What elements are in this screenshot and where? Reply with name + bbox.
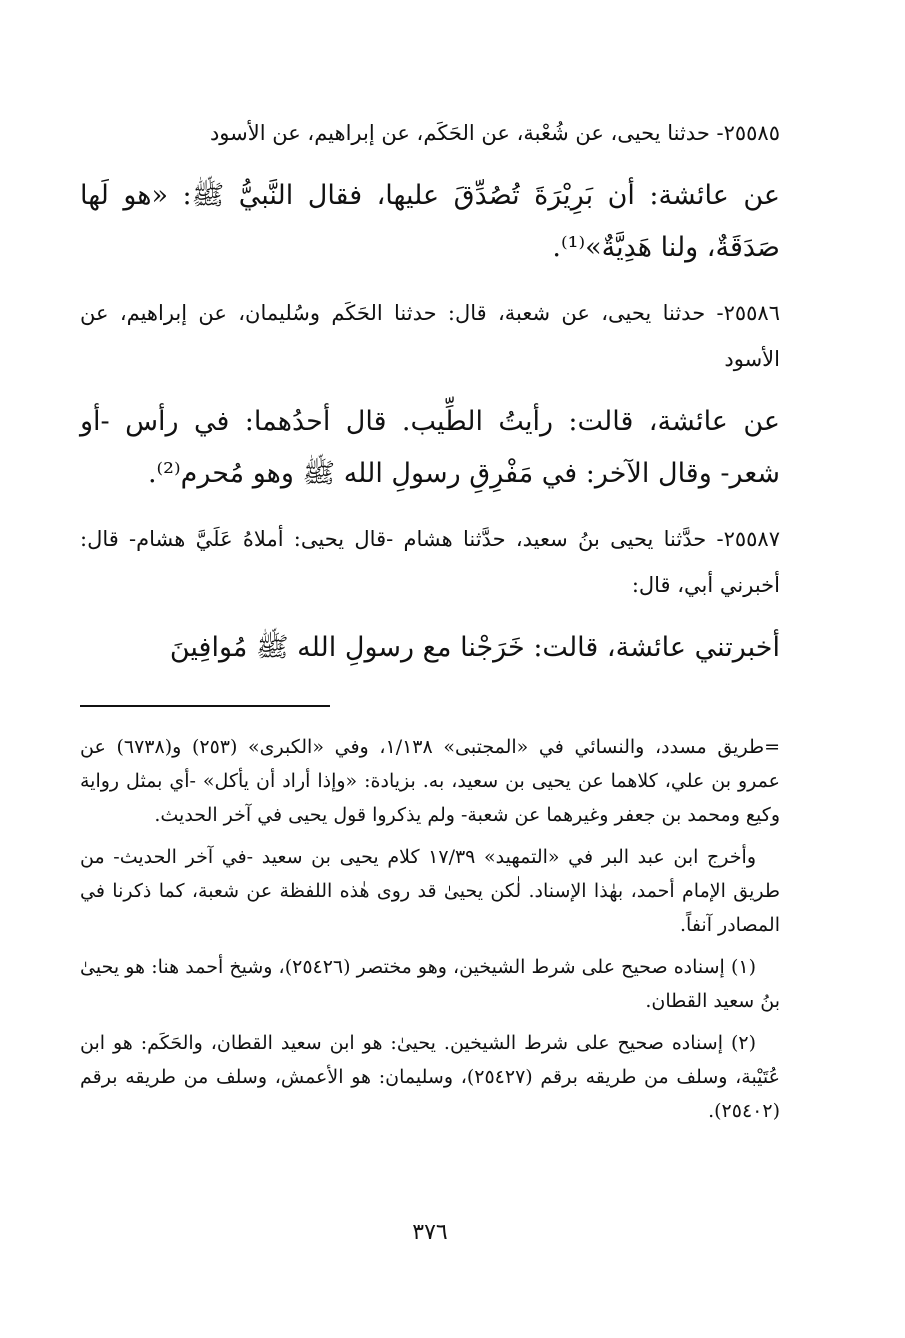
page-number: ٣٧٦ bbox=[412, 1220, 448, 1245]
hadith-25587-matn: أخبرتني عائشة، قالت: خَرَجْنا مع رسولِ الله ﷺ مُوافِينَ bbox=[169, 632, 780, 663]
hadith-25586-isnad: ٢٥٥٨٦- حدثنا يحيى، عن شعبة، قال: حدثنا الحَكَم وسُليمان، عن إبراهيم، عن الأسود bbox=[80, 301, 780, 371]
footnote-separator bbox=[80, 705, 330, 707]
footnote-continuation: =طريق مسدد، والنسائي في «المجتبى» ١/١٣٨، وفي «الكبرى» (٢٥٣) و(٦٧٣٨) عن عمرو بن علي، كلاهما عن يحيى بن سعيد، به. بزيادة: «وإذا أراد أن يأكل» -أي بمثل رواية وكيع ومحمد بن جعفر وغيرهما عن شعبة- ولم يذكروا قول يحيى في آخر الحديث. bbox=[80, 736, 780, 826]
hadith-25587-isnad: ٢٥٥٨٧- حدَّثنا يحيى بنُ سعيد، حدَّثنا هشام -قال يحيى: أملاهُ عَلَيَّ هشام- قال: أخبرني أبي، قال: bbox=[80, 527, 780, 597]
hadith-25585-matn: عن عائشة: أن بَرِيْرَةَ تُصُدِّقَ عليها، فقال النَّبيُّ ﷺ: «هو لَها صَدَقَةٌ، ولنا هَدِيَّةٌ»⁽¹⁾. bbox=[80, 180, 780, 263]
hadith-25585-isnad: ٢٥٥٨٥- حدثنا يحيى، عن شُعْبة، عن الحَكَم، عن إبراهيم، عن الأسود bbox=[209, 121, 780, 145]
page-body bbox=[80, 110, 780, 1245]
hadith-25586-matn: عن عائشة، قالت: رأيتُ الطِّيب. قال أحدُهما: في رأس -أو شعر- وقال الآخر: في مَفْرِقِ رسولِ الله ﷺ وهو مُحرم⁽²⁾. bbox=[80, 406, 780, 489]
footnote-1: (١) إسناده صحيح على شرط الشيخين، وهو مختصر (٢٥٤٢٦)، وشيخ أحمد هنا: هو يحيىٰ بنُ سعيد القطان. bbox=[80, 956, 780, 1012]
footnotes bbox=[80, 730, 780, 1136]
footnote-2: (٢) إسناده صحيح على شرط الشيخين. يحيىٰ: هو ابن سعيد القطان، والحَكَم: هو ابن عُتَيْبة، وسلف من طريقه برقم (٢٥٤٢٧)، وسليمان: هو الأعمش، وسلف من طريقه برقم (٢٥٤٠٢). bbox=[80, 1032, 780, 1122]
footnote-paragraph: وأخرج ابن عبد البر في «التمهيد» ١٧/٣٩ كلام يحيى بن سعيد -في آخر الحديث- من طريق الإمام أحمد، بهٰذا الإسناد. لٰكن يحيىٰ قد روى هٰذه اللفظة عن شعبة، كما ذكرنا في المصادر آنفاً. bbox=[80, 846, 780, 936]
